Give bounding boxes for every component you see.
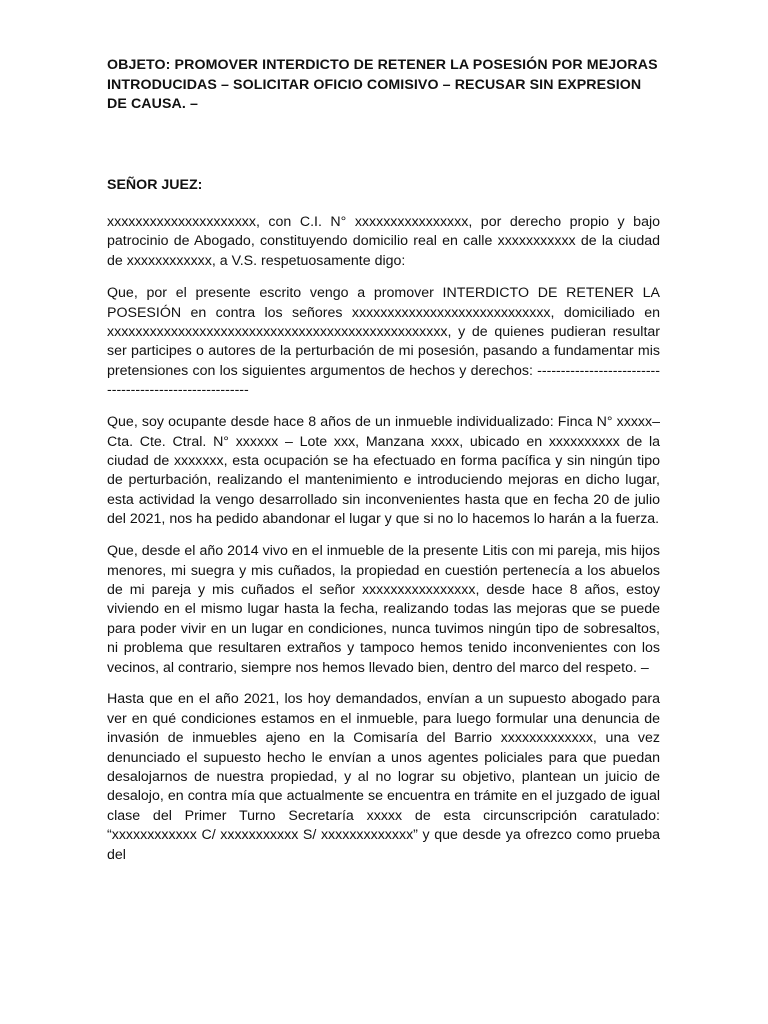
salutation: SEÑOR JUEZ: <box>107 176 203 193</box>
paragraph-interdict: Que, por el presente escrito vengo a promover INTERDICTO DE RETENER LA POSESIÓN en contra los señores xxxxxxxxxxxxxxxxxxxxxxxxxxxx, domiciliado en xxxxxxxxxxxxxxxxxxxxxxxxxxxxxxxxxxxxxxxxxxxxxxxx, y de quienes pudieran resultar ser participes o autores de la perturbación de mi posesión, pasando a fundamentar mis pretensiones con los siguientes argumentos de hechos y derechos: -------------------------------------------------------- <box>107 285 660 399</box>
paragraph-dispute: Hasta que en el año 2021, los hoy demandados, envían a un supuesto abogado para ver en qué condiciones estamos en el inmueble, para luego formular una denuncia de invasión de inmuebles ajeno en la Comisaría del Barrio xxxxxxxxxxxxx, una vez denunciado el supuesto hecho le envían a unos agentes policiales para que puedan desalojarnos de nuestra propiedad, y al no lograr su objetivo, plantean un juicio de desalojo, en contra mía que actualmente se encuentra en trámite en el juzgado de igual clase del Primer Turno Secretaría xxxxx de esta circunscripción caratulado: “xxxxxxxxxxxx C/ xxxxxxxxxxx S/ xxxxxxxxxxxxx” y que desde ya ofrezco como prueba del <box>107 691 660 863</box>
document-subject-heading: OBJETO: PROMOVER INTERDICTO DE RETENER LA POSESIÓN POR MEJORAS INTRODUCIDAS – SOLICITAR OFICIO COMISIVO – RECUSAR SIN EXPRESION DE CAUSA. – <box>107 57 658 112</box>
paragraph-introduction: xxxxxxxxxxxxxxxxxxxxx, con C.I. N° xxxxxxxxxxxxxxxx, por derecho propio y bajo patrocinio de Abogado, constituyendo domicilio real en calle xxxxxxxxxxx de la ciudad de xxxxxxxxxxxx, a V.S. respetuosamente digo: <box>107 214 660 269</box>
document-body <box>107 56 660 865</box>
paragraph-residence-history: Que, desde el año 2014 vivo en el inmueble de la presente Litis con mi pareja, mis hijos menores, mi suegra y mis cuñados, la propiedad en cuestión pertenecía a los abuelos de mi pareja y mis cuñados el señor xxxxxxxxxxxxxxxx, desde hace 8 años, estoy viviendo en el mismo lugar hasta la fecha, realizando todas las mejoras que se puede para poder vivir en un lugar en condiciones, nunca tuvimos ningún tipo de sobresaltos, ni problema que resultaren extraños y tampoco hemos tenido inconvenientes con los vecinos, al contrario, siempre nos hemos llevado bien, dentro del marco del respeto. – <box>107 543 660 676</box>
paragraph-occupancy: Que, soy ocupante desde hace 8 años de un inmueble individualizado: Finca N° xxxxx– Cta. Cte. Ctral. N° xxxxxx – Lote xxx, Manzana xxxx, ubicado en xxxxxxxxxx de la ciudad de xxxxxxx, esta ocupación se ha efectuado en forma pacífica y sin ningún tipo de perturbación, realizando el mantenimiento e introduciendo mejoras en dicho lugar, esta actividad la vengo desarrollado sin inconvenientes hasta que en fecha 20 de julio del 2021, nos ha pedido abandonar el lugar y que si no lo hacemos lo harán a la fuerza. <box>107 414 660 528</box>
